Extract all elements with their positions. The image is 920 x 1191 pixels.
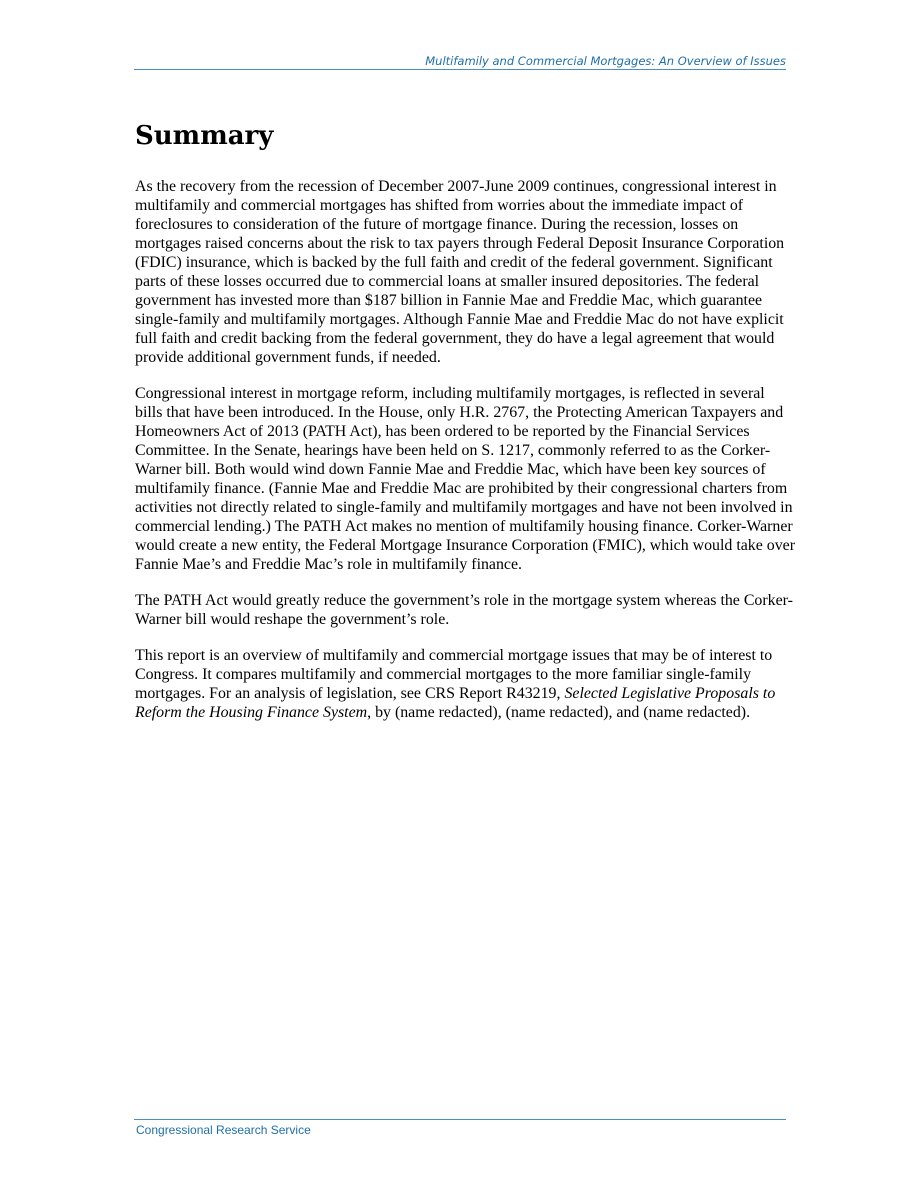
- paragraph-1: As the recovery from the recession of December 2007-June 2009 continues, congressional interest in multifamily and commercial mortgages has shifted from worries about the immediate impact of foreclosures to consideration of the future of mortgage finance. During the recession, losses on mortgages raised concerns about the risk to tax payers through Federal Deposit Insurance Corporation (FDIC) insurance, which is backed by the full faith and credit of the federal government. Significant parts of these losses occurred due to commercial loans at smaller insured depositories. The federal government has invested more than $187 billion in Fannie Mae and Freddie Mac, which guarantee single-family and multifamily mortgages. Although Fannie Mae and Freddie Mac do not have explicit full faith and credit backing from the federal government, they do have a legal agreement that would provide additional government funds, if needed.: [135, 178, 785, 366]
- paragraph-2: Congressional interest in mortgage reform, including multifamily mortgages, is reflected in several bills that have been introduced. In the House, only H.R. 2767, the Protecting American Taxpayers and Homeowners Act of 2013 (PATH Act), has been ordered to be reported by the Financial Services Committee. In the Senate, hearings have been held on S. 1217, commonly referred to as the Corker-Warner bill. Both would wind down Fannie Mae and Freddie Mac, which have been key sources of multifamily finance. (Fannie Mae and Freddie Mac are prohibited by their congressional charters from activities not directly related to single-family and multifamily mortgages and have not been involved in commercial lending.) The PATH Act makes no mention of multifamily housing finance. Corker-Warner would create a new entity, the Federal Mortgage Insurance Corporation (FMIC), which would take over Fannie Mae’s and Freddie Mac’s role in multifamily finance.: [135, 385, 795, 573]
- footer-divider: [134, 1119, 786, 1120]
- footer-organization: Congressional Research Service: [136, 1123, 311, 1137]
- header-divider: [134, 69, 786, 70]
- paragraph-4-text-after: , by (name redacted), (name redacted), and (name redacted).: [367, 704, 751, 721]
- running-header-title: Multifamily and Commercial Mortgages: An Overview of Issues: [425, 54, 786, 68]
- page-heading: Summary: [135, 121, 274, 151]
- paragraph-4-text-before: This report is an overview of multifamily and commercial mortgage issues that may be of interest to Congress. It compares multifamily and commercial mortgages to the more familiar single-family mortgages. For an analysis of legislation, see CRS Report R43219,: [135, 647, 773, 702]
- report-title-italic: Selected Legislative Proposals to Reform the Housing Finance System: [135, 685, 776, 721]
- paragraph-3: The PATH Act would greatly reduce the government’s role in the mortgage system whereas the Corker-Warner bill would reshape the government’s role.: [135, 592, 793, 628]
- paragraph-4: [135, 646, 795, 722]
- summary-body: [135, 177, 795, 739]
